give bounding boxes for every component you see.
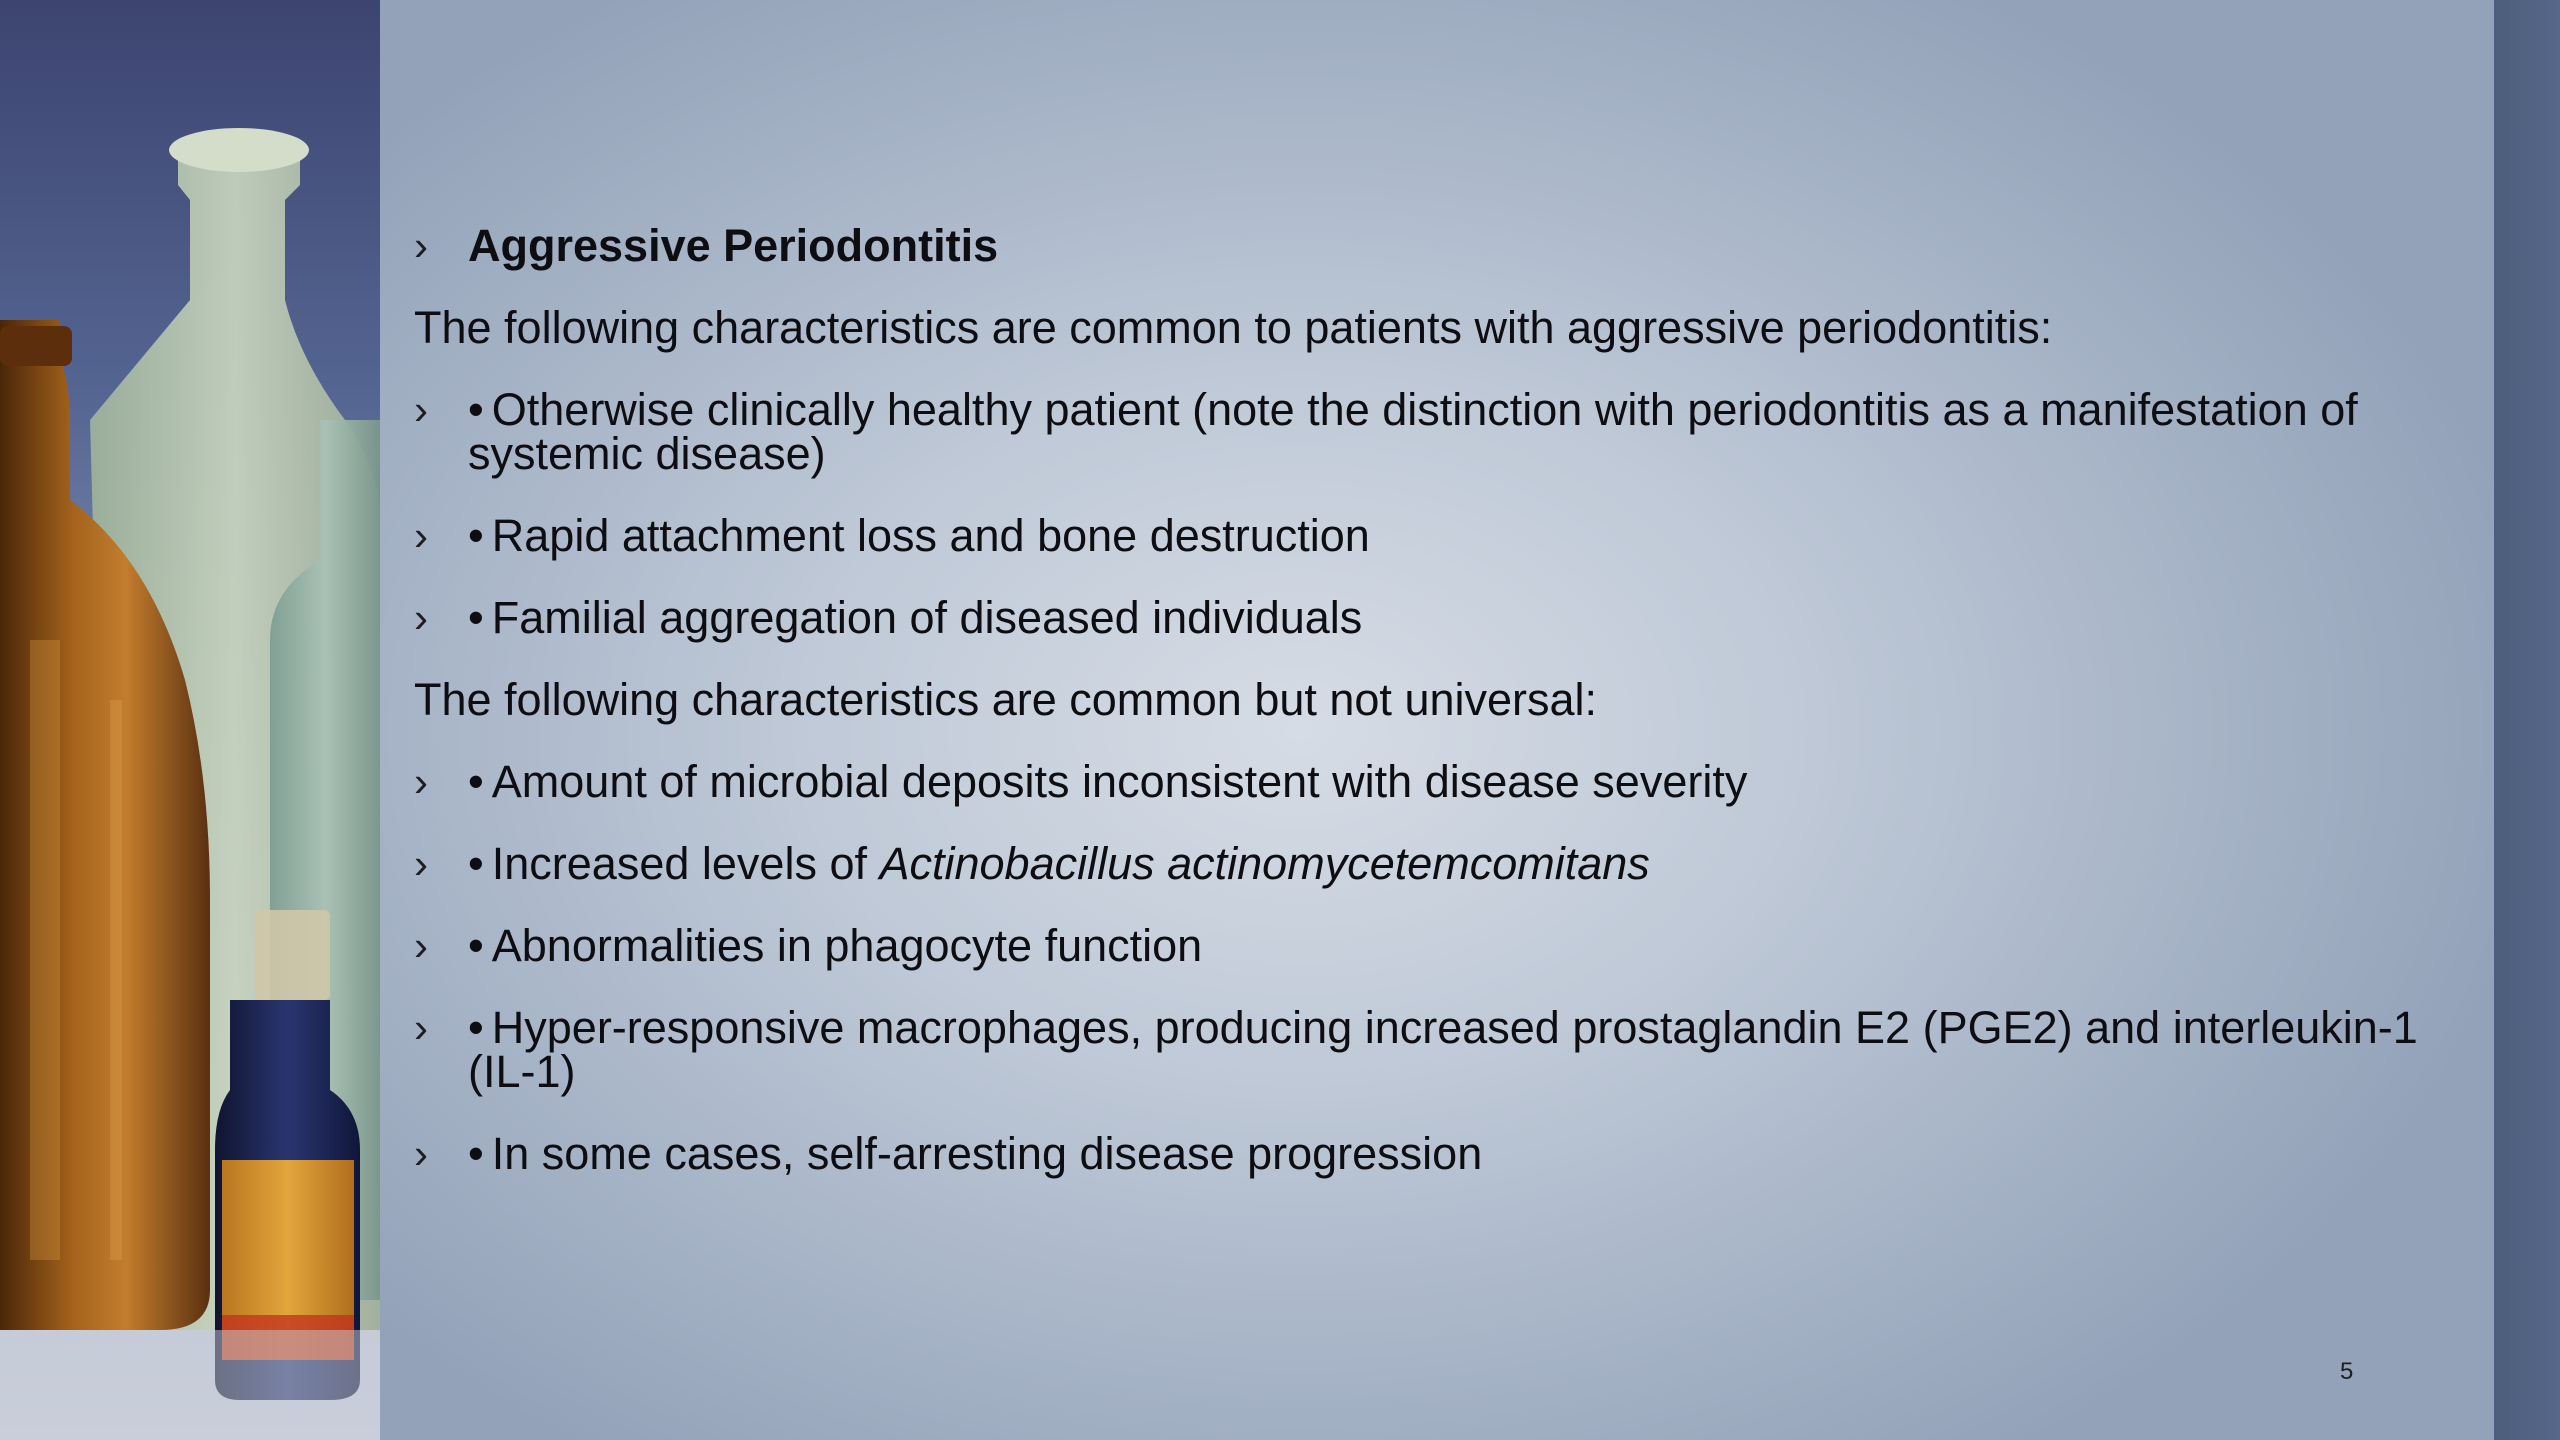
list-item: [414, 510, 2444, 561]
bullet-icon: •: [468, 1002, 484, 1053]
bullet-icon: •: [468, 592, 484, 643]
list-item-text: Otherwise clinically healthy patient (note the distinction with periodontitis as a manifestation of systemic disease): [468, 384, 2358, 479]
medicine-bottles-image: [0, 0, 380, 1440]
list-item-text: Increased levels of: [491, 838, 880, 889]
list-item: [414, 1128, 2444, 1179]
list-item: [414, 384, 2444, 479]
list-item-text: Familial aggregation of diseased individuals: [491, 592, 1363, 643]
intro-paragraph-common: The following characteristics are common to patients with aggressive periodontitis:: [414, 302, 2053, 353]
bullet-icon: •: [468, 510, 484, 561]
chevron-right-icon: ›: [414, 1004, 428, 1051]
heading-item: [414, 220, 2444, 271]
chevron-right-icon: ›: [414, 512, 428, 559]
chevron-right-icon: ›: [414, 758, 428, 805]
list-item: [414, 592, 2444, 643]
bullet-icon: •: [468, 756, 484, 807]
page-number: 5: [2340, 1358, 2354, 1385]
species-name: Actinobacillus actinomycetemcomitans: [879, 838, 1650, 889]
list-item: [414, 920, 2444, 971]
slide-heading: Aggressive Periodontitis: [468, 220, 999, 271]
list-item-text: Hyper-responsive macrophages, producing increased prostaglandin E2 (PGE2) and interleukin-1 (IL-1): [468, 1002, 2418, 1097]
list-item: [414, 838, 2444, 889]
chevron-right-icon: ›: [414, 1130, 428, 1177]
list-item-text: In some cases, self-arresting disease progression: [491, 1128, 1483, 1179]
chevron-right-icon: ›: [414, 922, 428, 969]
list-item: [414, 1002, 2444, 1097]
list-item-text: Abnormalities in phagocyte function: [491, 920, 1203, 971]
chevron-right-icon: ›: [414, 222, 428, 269]
right-decorative-band: [2494, 0, 2560, 1440]
chevron-right-icon: ›: [414, 594, 428, 641]
bullet-icon: •: [468, 920, 484, 971]
list-item-text: Rapid attachment loss and bone destruction: [491, 510, 1370, 561]
bullet-icon: •: [468, 1128, 484, 1179]
slide-content: [414, 220, 2444, 1214]
chevron-right-icon: ›: [414, 840, 428, 887]
bullet-icon: •: [468, 838, 484, 889]
list-item-text: Amount of microbial deposits inconsistent with disease severity: [491, 756, 1748, 807]
bullet-icon: •: [468, 384, 484, 435]
list-item: [414, 756, 2444, 807]
intro-paragraph-not-universal: The following characteristics are common but not universal:: [414, 674, 1598, 725]
chevron-right-icon: ›: [414, 386, 428, 433]
